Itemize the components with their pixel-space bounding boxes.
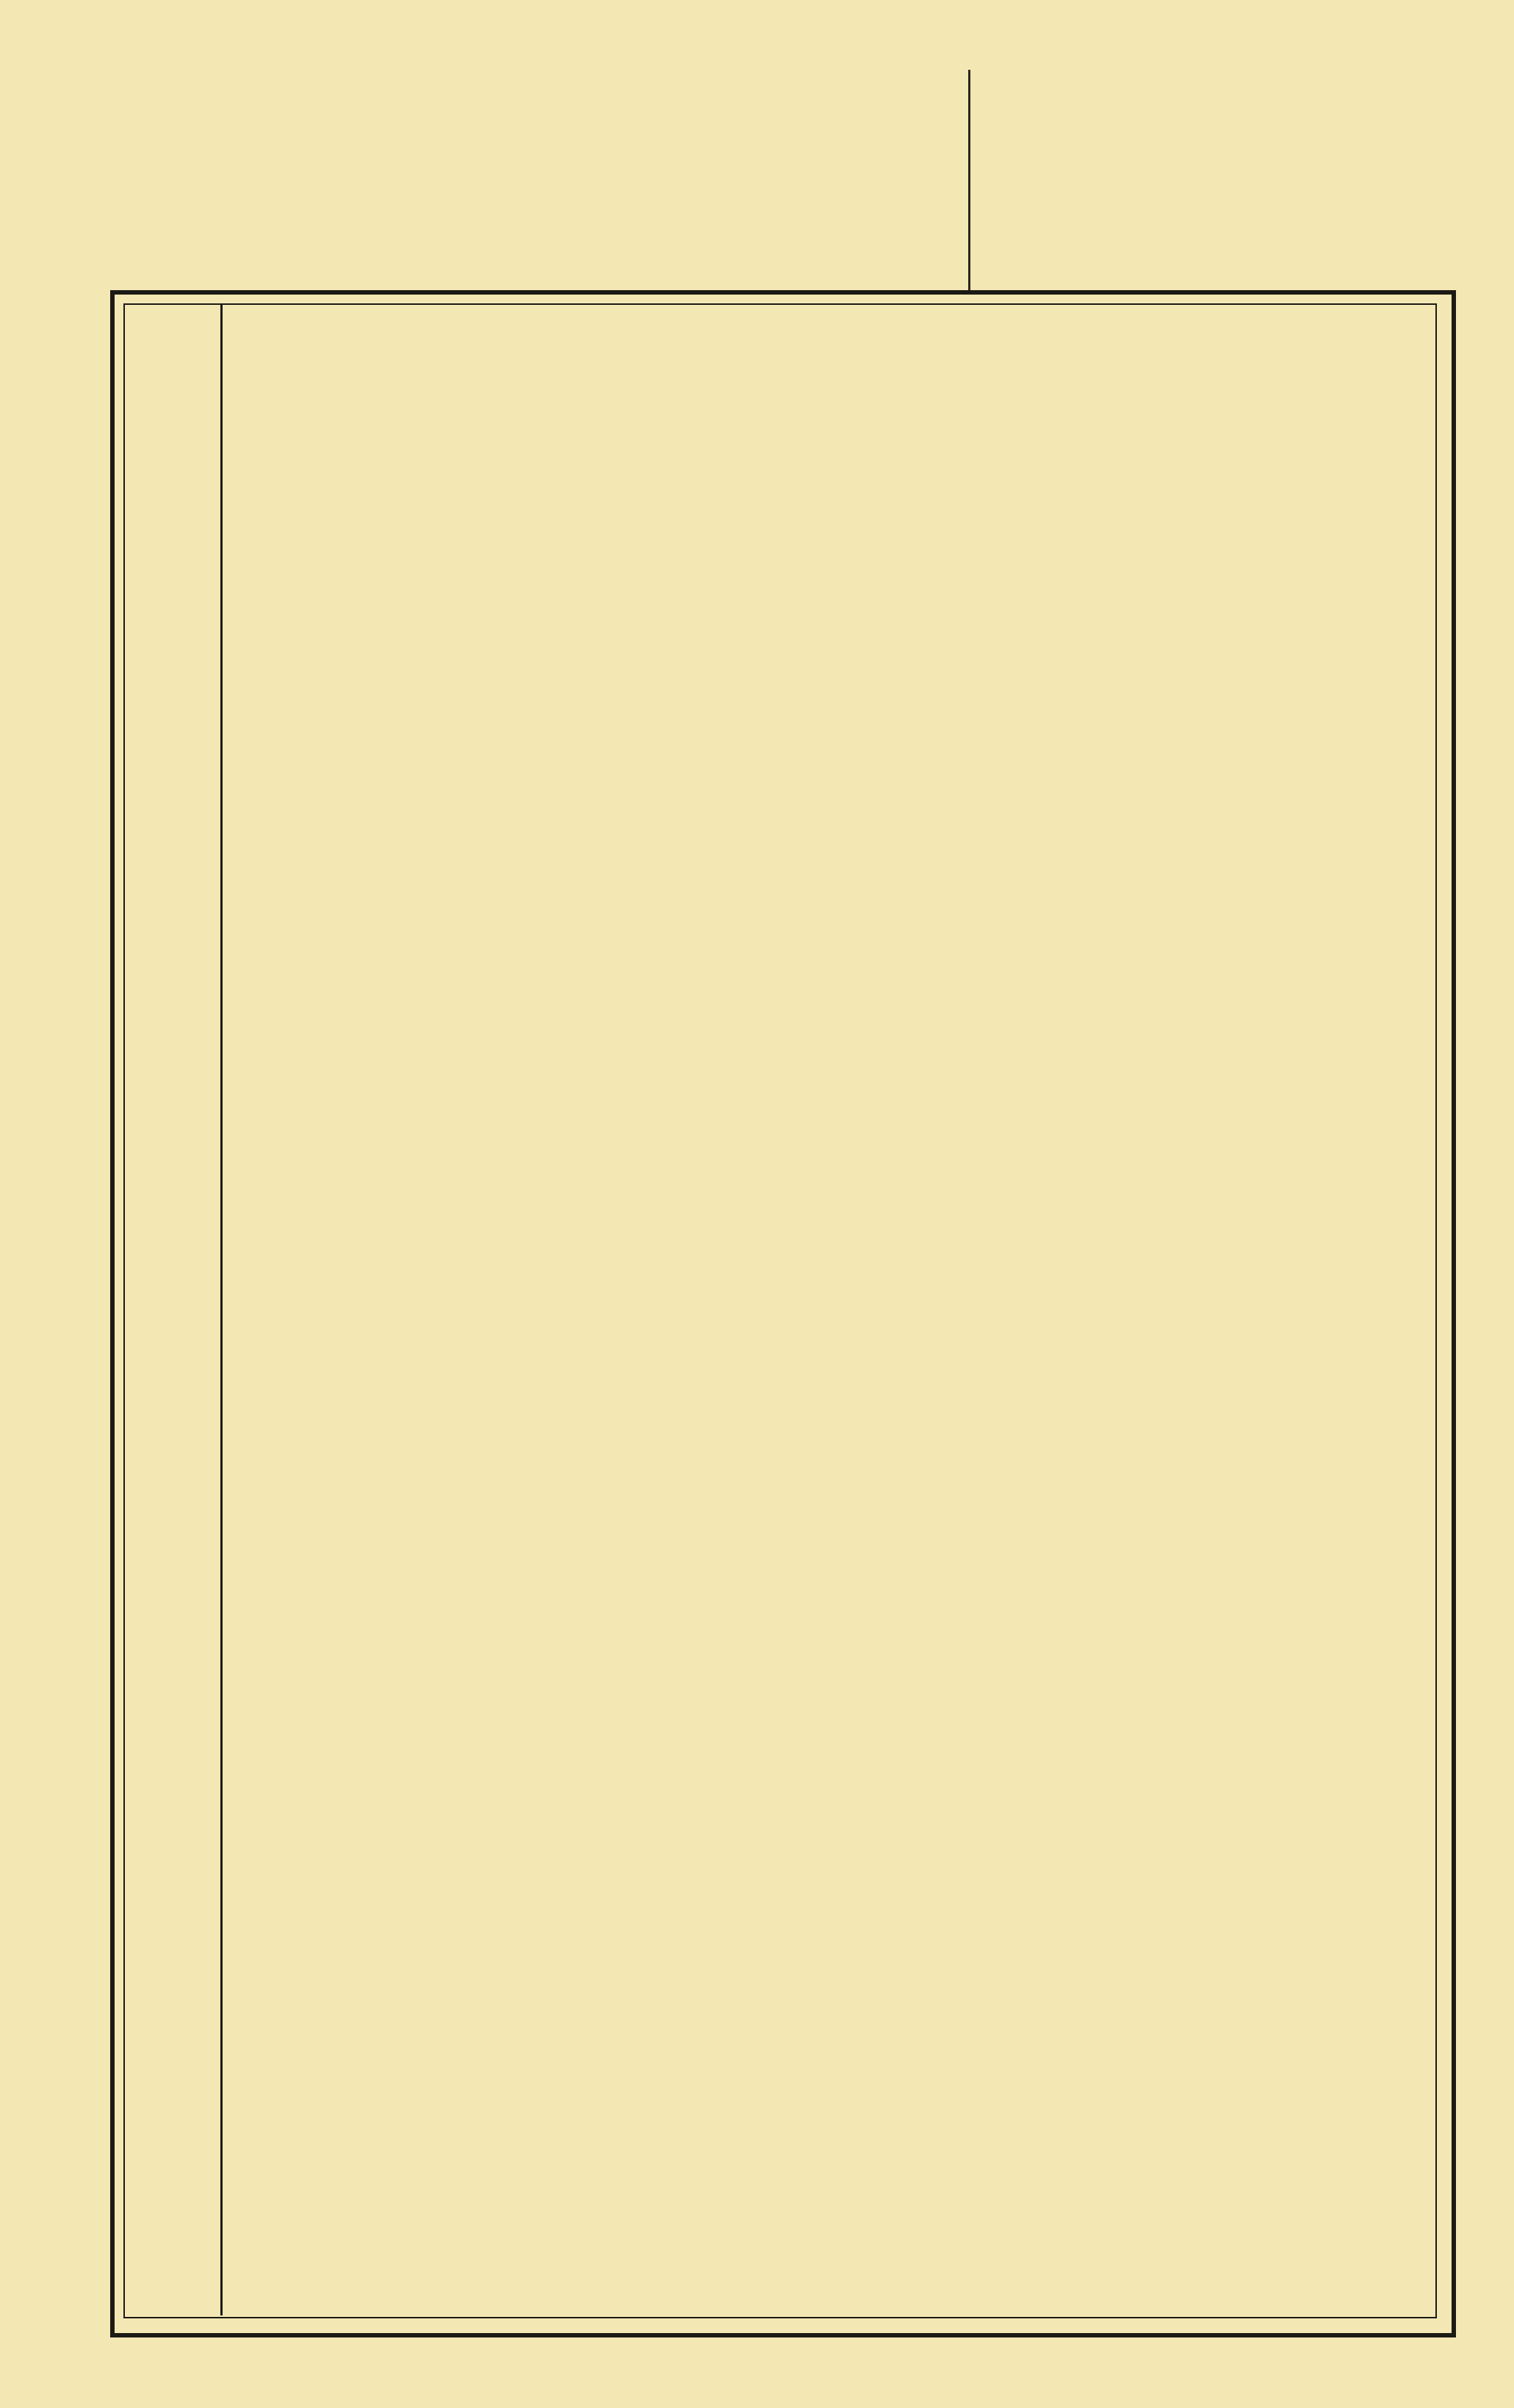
- running-title-divider: [220, 303, 223, 2315]
- header-note-rule: [968, 70, 970, 290]
- page-frame-inner: [123, 303, 1437, 2318]
